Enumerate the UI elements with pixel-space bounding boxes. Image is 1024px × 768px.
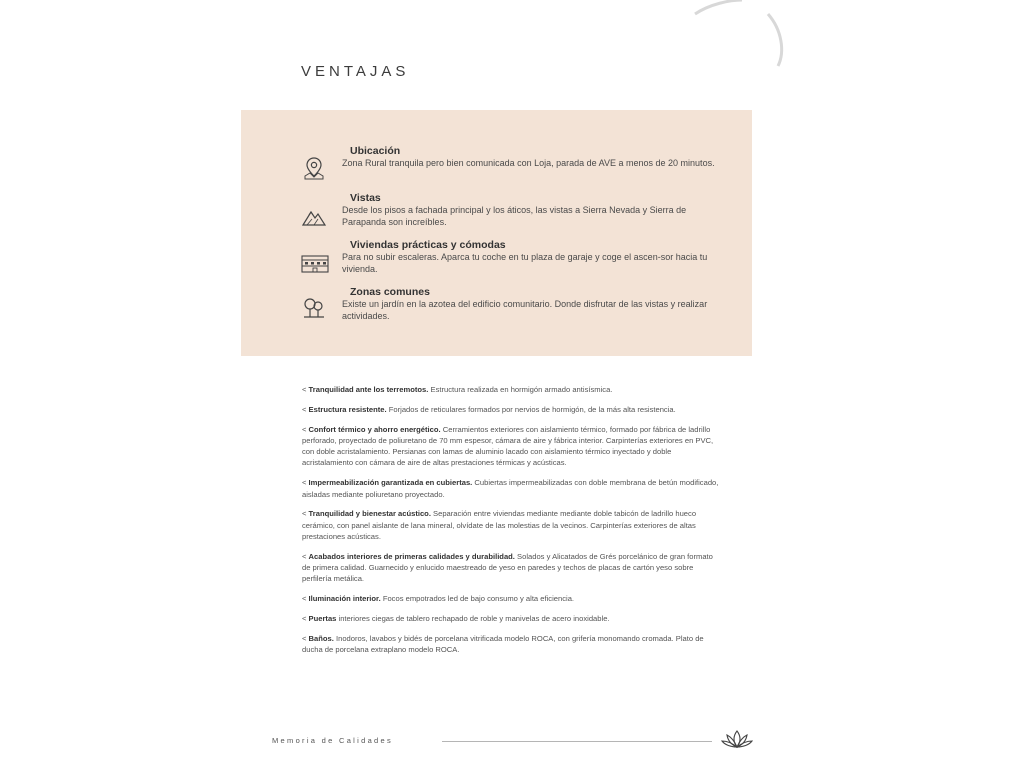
quality-item: < Iluminación interior. Focos empotrados led de bajo consumo y alta eficiencia. (302, 594, 575, 604)
quality-text: Separación entre viviendas mediante mediante doble tabicón de ladrillo hueco cerámico, con panel aislante de lana mineral, olvídate de las molestias de la vecinos. Carpinterías exteriores de altas prestaciones acústicas. (302, 509, 697, 541)
quality-item: < Estructura resistente. Forjados de reticulares formados por nervios de hormigón, de la más alta resistencia. (302, 404, 676, 414)
quality-item: < Confort térmico y ahorro energético. Cerramientos exteriores con aislamiento térmico, formado por fábrica de ladrillo perforado, proyectado de poliuretano de 70 mm espesor, cámara de aire y fábrica interior. Carpinterías exteriores en PVC, con doble acristalamiento. Persianas con lamas de aluminio lacado con aislamiento térmico inyectado y doble acristalamiento con cámara de aire de altas prestaciones térmicas y acústicas. (302, 424, 714, 468)
quality-item: < Tranquilidad ante los terremotos. Estructura realizada en hormigón armado antisísmica. (302, 385, 613, 394)
advantage-title: Zonas comunes (350, 286, 430, 298)
quality-text: interiores ciegas de tablero rechapado de roble y manivelas de acero inoxidable. (336, 613, 610, 623)
advantage-text: Existe un jardín en la azotea del edificio comunitario. Donde disfrutar de las vistas y realizar actividades. (342, 299, 708, 321)
mountains-icon (302, 204, 326, 228)
qualities-list (302, 384, 722, 664)
quality-item: < Tranquilidad y bienestar acústico. Separación entre viviendas mediante mediante doble tabicón de ladrillo hueco cerámico, con panel aislante de lana mineral, olvídate de las molestias de la vecinos. Carpinterías exteriores de altas prestaciones acústicas. (302, 509, 697, 541)
quality-text: Cubiertas impermeabilizadas con doble membrana de betún modificado, aisladas mediante poliuretano proyectado. (302, 478, 719, 499)
location-pin-icon (302, 156, 326, 180)
quality-item: < Acabados interiores de primeras calidades y durabilidad. Solados y Alicatados de Grés porcelánico de gran formato de primera calidad. Guarnecido y enlucido maestreado de yeso en paredes y techos de placas de cartón yeso sobre perfilería metálica. (302, 551, 713, 584)
quality-item: < Impermeabilización garantizada en cubiertas. Cubiertas impermeabilizadas con doble membrana de betún modificado, aisladas mediante poliuretano proyectado. (302, 478, 719, 499)
lotus-icon (721, 729, 753, 749)
quality-text: Forjados de reticulares formados por nervios de hormigón, de la más alta resistencia. (386, 404, 676, 414)
quality-item: < Puertas interiores ciegas de tablero rechapado de roble y manivelas de acero inoxidable. (302, 613, 610, 623)
advantage-title: Ubicación (350, 145, 401, 157)
quality-heading: Tranquilidad ante los terremotos. (308, 385, 429, 394)
quality-text: Cerramientos exteriores con aislamiento térmico, formado por fábrica de ladrillo perforado, proyectado de poliuretano de 70 mm espesor, cámara de aire y fábrica interior. Carpinterías exteriores en PVC, con doble acristalamiento. Persianas con lamas de aluminio lacado con aislamiento térmico inyectado y doble acristalamiento con cámara de aire de altas prestaciones térmicas y acústicas. (302, 424, 714, 468)
quality-text: Inodoros, lavabos y bidés de porcelana vitrificada modelo ROCA, con grifería monomando cromada. Plato de ducha de porcelana extraplano modelo ROCA. (302, 633, 704, 655)
quality-item: < Baños. Inodoros, lavabos y bidés de porcelana vitrificada modelo ROCA, con grifería monomando cromada. Plato de ducha de porcelana extraplano modelo ROCA. (302, 633, 704, 655)
quality-heading: Tranquilidad y bienestar acústico. (308, 509, 431, 519)
quality-heading: Confort térmico y ahorro energético. (308, 424, 441, 434)
advantages-box (241, 110, 752, 356)
quality-heading: Estructura resistente. (308, 404, 387, 414)
advantage-text: Para no subir escaleras. Aparca tu coche en tu plaza de garaje y coge el ascen-sor hacia tu vivienda. (342, 252, 708, 274)
quality-text: Focos empotrados led de bajo consumo y alta eficiencia. (380, 594, 575, 604)
quality-heading: Acabados interiores de primeras calidades y durabilidad. (308, 551, 515, 561)
advantage-title: Vistas (350, 192, 381, 204)
quality-heading: Puertas (308, 613, 337, 623)
quality-heading: Impermeabilización garantizada en cubiertas. (308, 478, 473, 488)
decorative-leaf-icon (690, 0, 790, 70)
quality-heading: Baños. (308, 633, 334, 643)
advantage-title: Viviendas prácticas y cómodas (350, 239, 506, 251)
page-title: VENTAJAS (301, 63, 410, 80)
building-icon (301, 251, 329, 275)
footer-title: Memoria de Calidades (272, 736, 394, 745)
footer-divider (442, 741, 712, 742)
quality-text: Solados y Alicatados de Grés porcelánico de gran formato de primera calidad. Guarnecido y enlucido maestreado de yeso en paredes y techos de placas de cartón yeso sobre perfilería metálica. (302, 551, 713, 584)
trees-icon (302, 296, 326, 320)
advantage-text: Zona Rural tranquila pero bien comunicada con Loja, parada de AVE a menos de 20 minutos. (342, 158, 715, 168)
advantage-text: Desde los pisos a fachada principal y los áticos, las vistas a Sierra Nevada y Sierra de Parapanda son increíbles. (342, 205, 687, 227)
quality-heading: Iluminación interior. (308, 594, 381, 604)
quality-text: Estructura realizada en hormigón armado antisísmica. (428, 385, 613, 394)
